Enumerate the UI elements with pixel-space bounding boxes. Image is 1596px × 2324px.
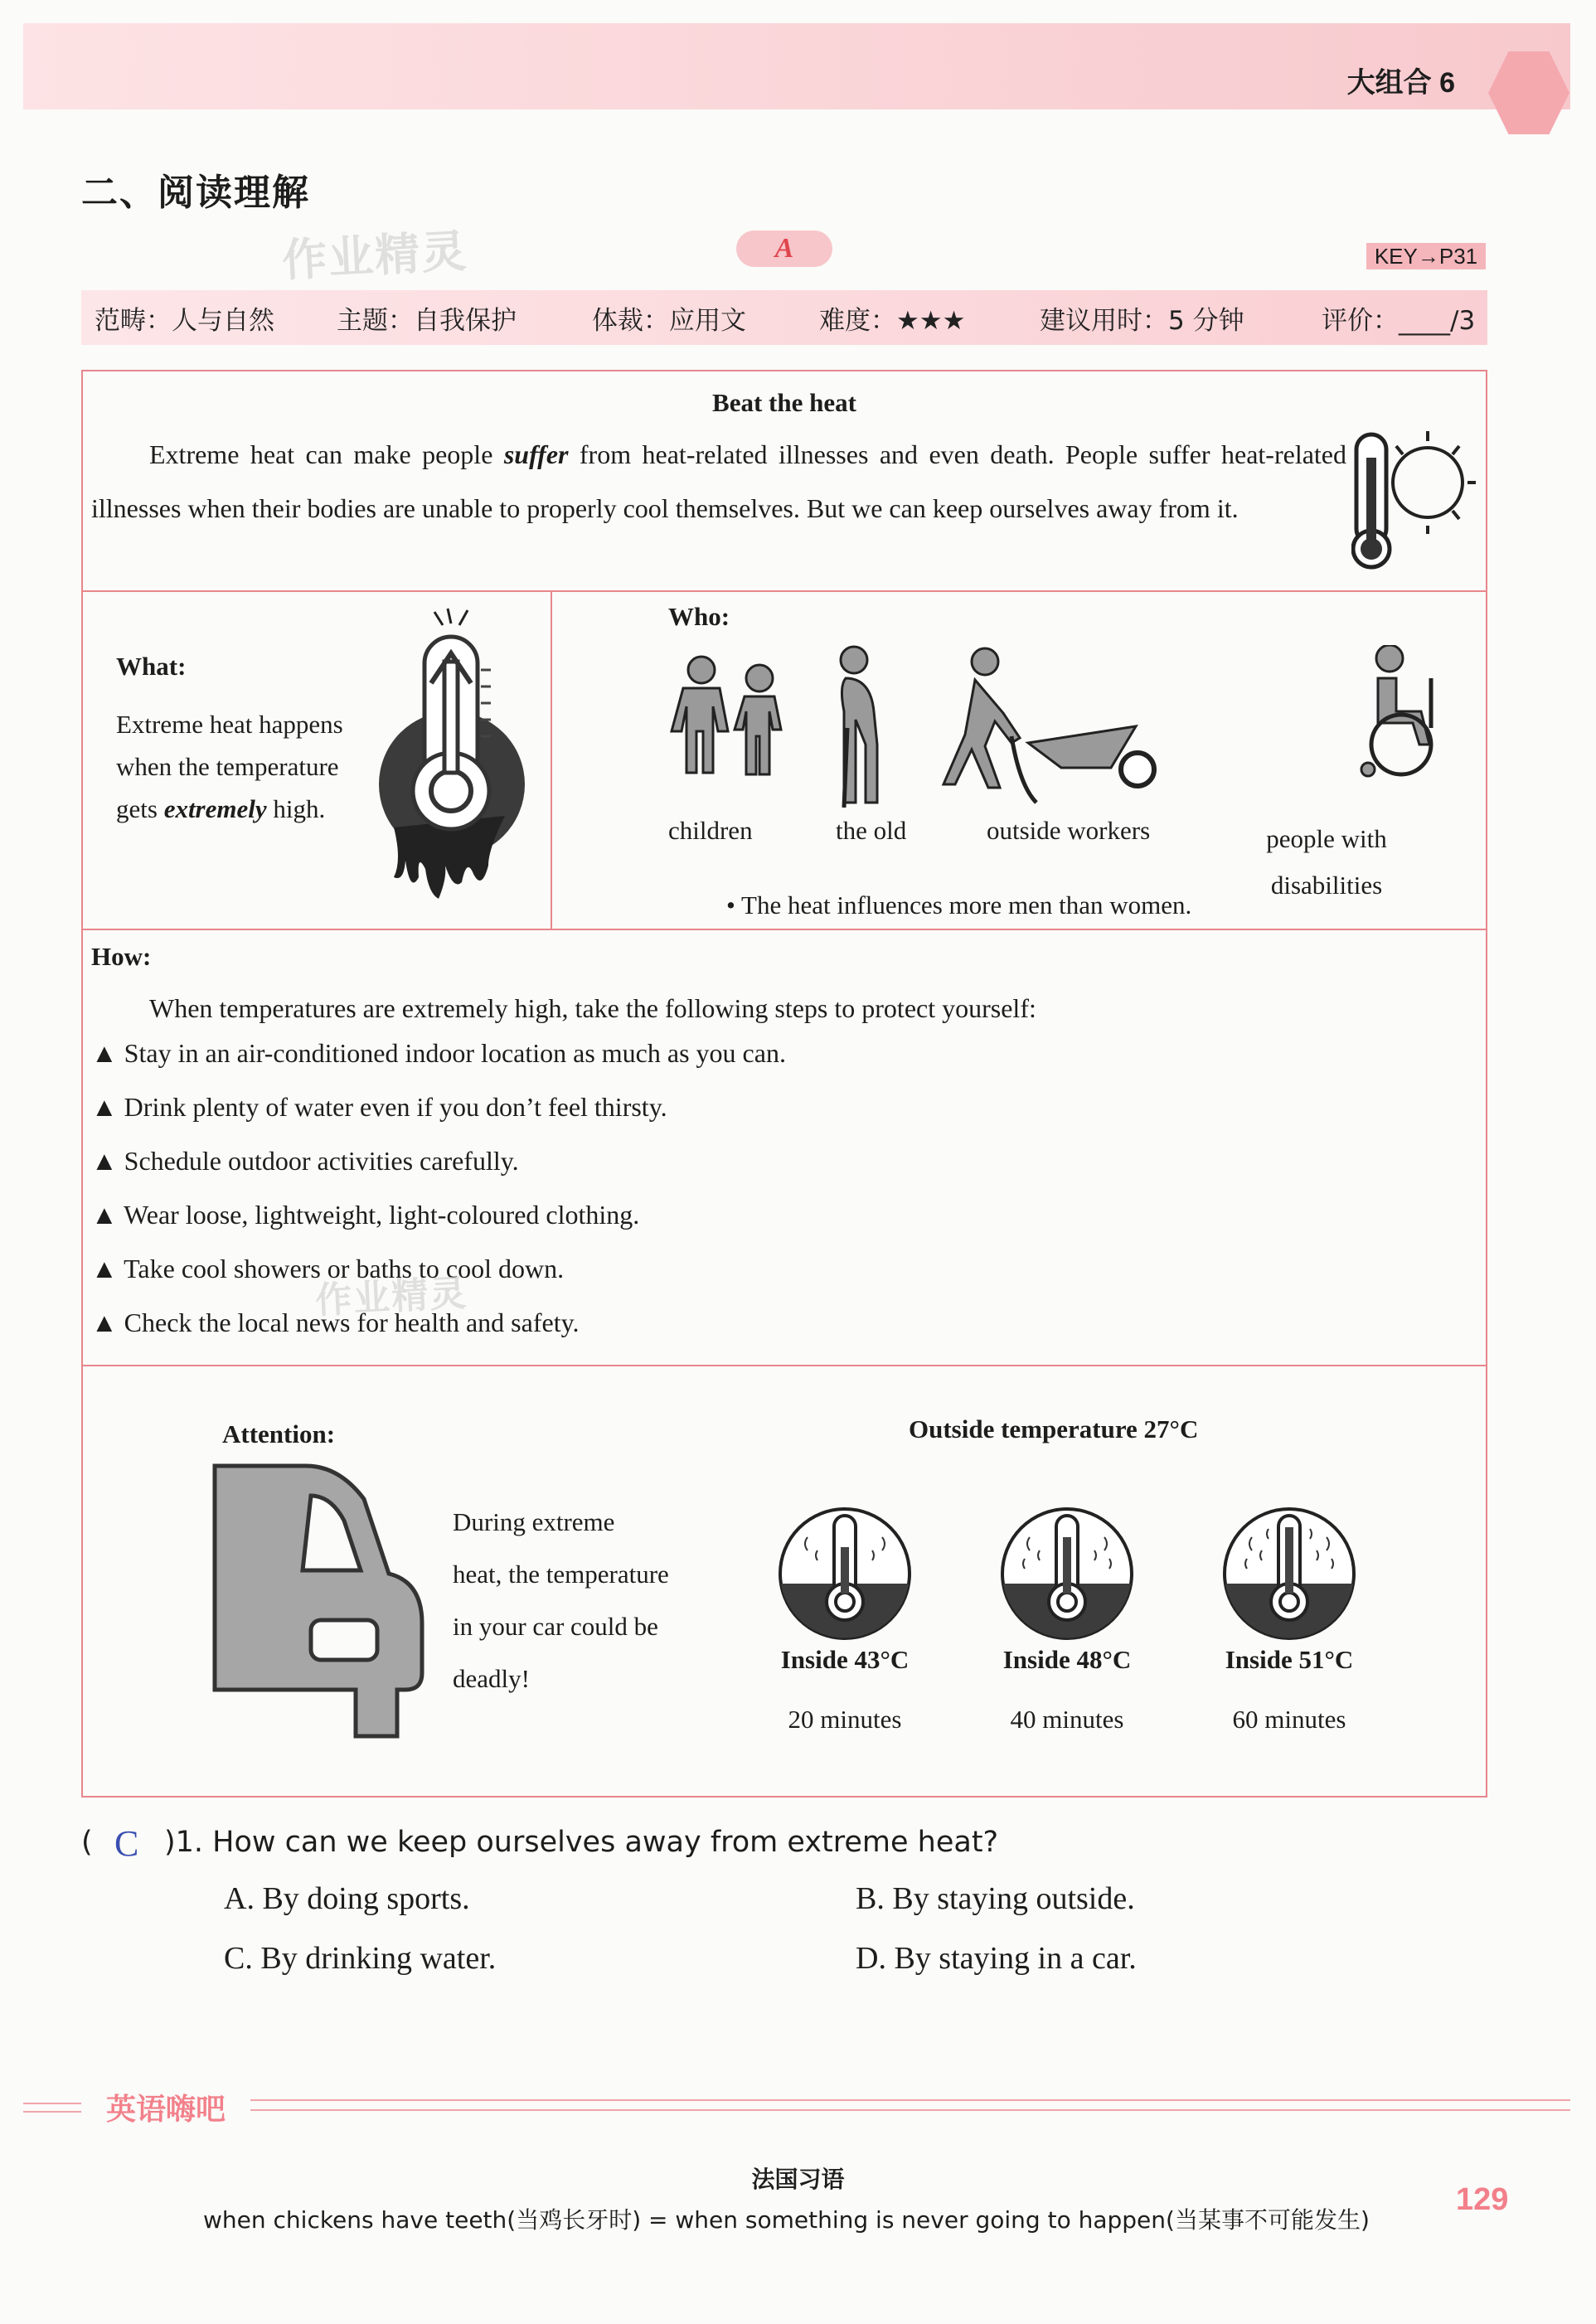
answer-key-reference: KEY→P31 <box>1366 243 1486 269</box>
temperature-gauge-icon <box>997 1504 1138 1643</box>
list-item: ▲ Stay in an air-conditioned indoor location as much as you can. <box>91 1038 786 1068</box>
list-item: ▲ Take cool showers or baths to cool down. <box>91 1254 565 1283</box>
group-children: children <box>668 816 753 845</box>
group-outside-workers: outside workers <box>987 816 1151 845</box>
reading-inside-2: Inside 48°C <box>1002 1645 1132 1674</box>
idiom-text: when chickens have teeth(当鸡长牙时) = when something is never going to happen(当某事不可能发生) <box>203 2206 1370 2234</box>
info-difficulty: 难度：★★★ <box>819 305 966 336</box>
footer-line-left <box>23 2103 81 2104</box>
idiom-title: 法国习语 <box>751 2166 845 2193</box>
thermometer-sun-icon <box>1351 425 1481 580</box>
how-lead: When temperatures are extremely high, take the following steps to protect yourself: <box>149 993 1036 1023</box>
option-d[interactable]: D. By staying in a car. <box>856 1941 1137 1976</box>
group-old: the old <box>836 816 907 845</box>
info-bar <box>81 290 1487 345</box>
question-stem: )1. How can we keep ourselves away from extreme heat? <box>164 1826 999 1859</box>
option-c[interactable]: C. By drinking water. <box>224 1941 497 1976</box>
intro-paragraph: Extreme heat can make people suffer from heat-related illnesses and even death. People suffer heat-related illnesses when their bodies are unable to properly cool themselves. But we can keep ourselves away from it. <box>91 439 1347 523</box>
watermark: 作业精灵 <box>280 225 469 287</box>
melting-globe-thermometer-icon <box>365 604 539 919</box>
who-note: • The heat influences more men than women. <box>726 890 1192 919</box>
reading-minutes-3: 60 minutes <box>1232 1705 1346 1734</box>
option-b[interactable]: B. By staying outside. <box>856 1881 1135 1916</box>
unit-label: 大组合 6 <box>1346 67 1455 99</box>
option-a[interactable]: A. By doing sports. <box>224 1881 470 1916</box>
info-time: 建议用时：5 分钟 <box>1040 305 1244 336</box>
car-warning-text: During extreme heat, the temperature in your car could be deadly! <box>453 1507 669 1693</box>
reading-minutes-2: 40 minutes <box>1010 1705 1124 1734</box>
car-icon <box>211 1463 429 1739</box>
wheelchair-icon <box>1361 645 1431 776</box>
article-title: Beat the heat <box>712 388 856 417</box>
attention-label: Attention: <box>222 1419 336 1448</box>
old-person-icon <box>841 647 877 808</box>
info-category: 范畴：人与自然 <box>95 305 274 336</box>
temperature-gauge-icon <box>774 1504 915 1643</box>
info-score: 评价：____/3 <box>1322 305 1476 336</box>
temperature-gauge-icon <box>1219 1504 1360 1643</box>
group-disabilities: people with disabilities <box>1266 824 1387 900</box>
reading-minutes-1: 20 minutes <box>788 1705 902 1734</box>
footer-brand: 英语嗨吧 <box>106 2093 226 2127</box>
header-band <box>23 23 1570 109</box>
who-icons <box>663 645 1542 811</box>
section-title: 二、阅读理解 <box>81 172 310 214</box>
question-paren: ( <box>81 1826 93 1859</box>
worker-icon <box>944 648 1154 803</box>
footer-line-right <box>250 2099 1570 2101</box>
handwritten-answer: C <box>114 1823 139 1864</box>
list-item: ▲ Wear loose, lightweight, light-coloured clothing. <box>91 1200 640 1230</box>
watermark: 作业精灵 <box>314 1272 469 1322</box>
info-theme: 主题：自我保护 <box>337 305 517 336</box>
how-label: How: <box>91 942 152 971</box>
page-number: 129 <box>1456 2182 1509 2217</box>
list-item: ▲ Schedule outdoor activities carefully. <box>91 1146 519 1176</box>
list-item: ▲ Check the local news for health and safety. <box>91 1308 580 1337</box>
what-text: Extreme heat happens when the temperature gets extremely high. <box>116 710 343 823</box>
list-item: ▲ Drink plenty of water even if you don’t feel thirsty. <box>91 1092 667 1122</box>
passage-table <box>81 370 1487 1798</box>
info-genre: 体裁：应用文 <box>592 305 746 336</box>
reading-inside-1: Inside 43°C <box>780 1645 910 1674</box>
children-icon <box>672 657 781 774</box>
passage-badge: A <box>736 230 832 267</box>
outside-temperature: Outside temperature 27°C <box>909 1414 1199 1443</box>
reading-inside-3: Inside 51°C <box>1225 1645 1354 1674</box>
who-label: Who: <box>668 602 730 631</box>
what-label: What: <box>116 652 187 681</box>
